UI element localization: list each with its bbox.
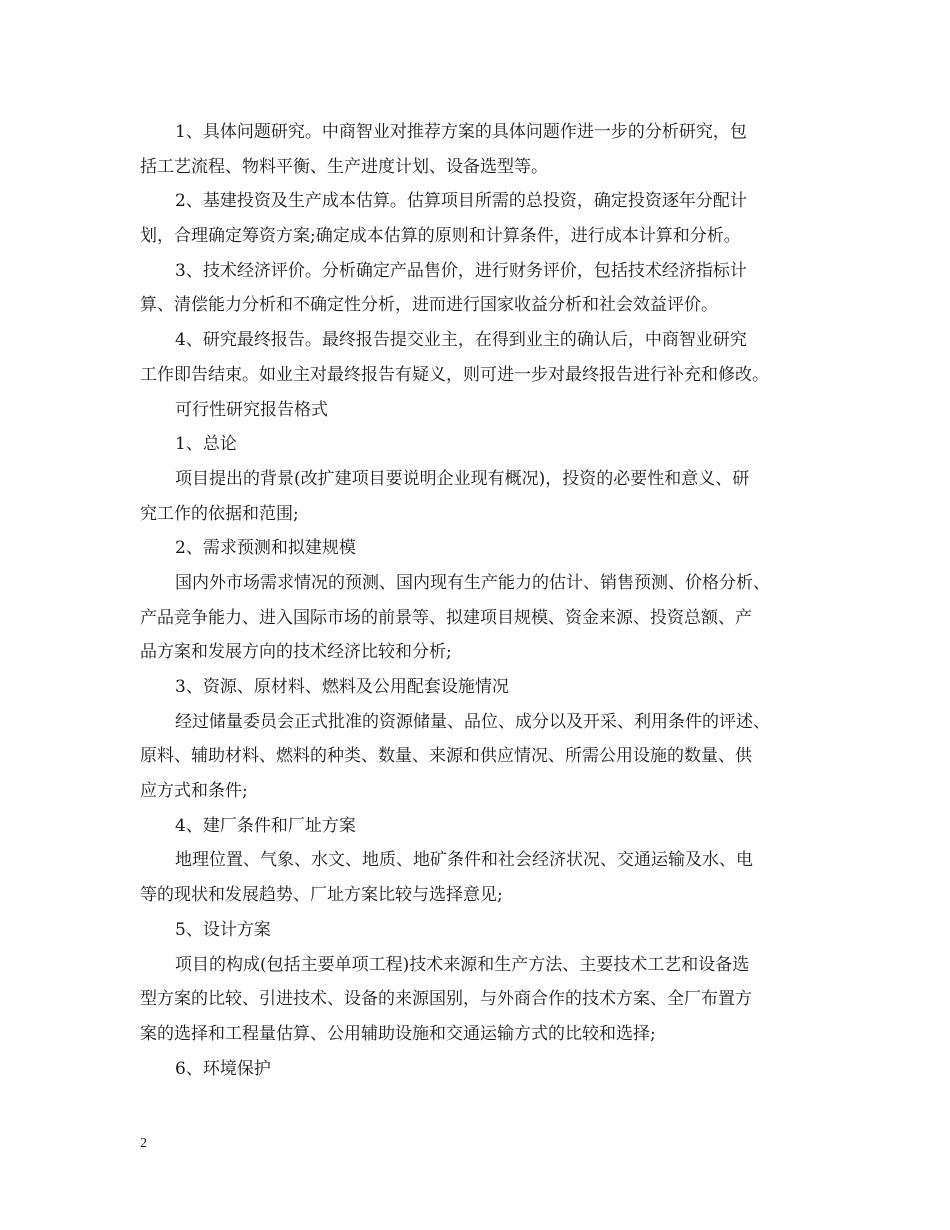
text-line: 原料、辅助材料、燃料的种类、数量、来源和供应情况、所需公用设施的数量、供 bbox=[140, 746, 752, 767]
text-line: 项目提出的背景(改扩建项目要说明企业现有概况)，投资的必要性和意义、研 bbox=[175, 468, 750, 489]
text-line: 3、技术经济评价。分析确定产品售价，进行财务评价，包括技术经济指标计 bbox=[175, 260, 747, 281]
text-line: 5、设计方案 bbox=[175, 919, 271, 940]
text-line: 地理位置、气象、水文、地质、地矿条件和社会经济状况、交通运输及水、电 bbox=[175, 850, 753, 871]
text-line: 划，合理确定筹资方案;确定成本估算的原则和计算条件，进行成本计算和分析。 bbox=[140, 226, 741, 247]
text-line: 品方案和发展方向的技术经济比较和分析; bbox=[140, 642, 452, 663]
text-line: 工作即告结束。如业主对最终报告有疑义，则可进一步对最终报告进行补充和修改。 bbox=[140, 364, 769, 385]
text-line: 2、需求预测和拟建规模 bbox=[175, 538, 356, 559]
text-line: 究工作的依据和范围; bbox=[140, 503, 299, 524]
text-line: 应方式和条件; bbox=[140, 781, 248, 802]
text-line: 算、清偿能力分析和不确定性分析，进而进行国家收益分析和社会效益评价。 bbox=[140, 295, 718, 316]
text-line: 4、建厂条件和厂址方案 bbox=[175, 815, 356, 836]
text-line: 产品竞争能力、进入国际市场的前景等、拟建项目规模、资金来源、投资总额、产 bbox=[140, 607, 752, 628]
text-line: 可行性研究报告格式 bbox=[175, 399, 328, 420]
text-line: 等的现状和发展趋势、厂址方案比较与选择意见; bbox=[140, 885, 503, 906]
text-line: 案的选择和工程量估算、公用辅助设施和交通运输方式的比较和选择; bbox=[140, 1023, 656, 1044]
text-line: 国内外市场需求情况的预测、国内现有生产能力的估计、销售预测、价格分析、 bbox=[175, 572, 770, 593]
page-number: 2 bbox=[140, 1136, 147, 1151]
text-line: 2、基建投资及生产成本估算。估算项目所需的总投资，确定投资逐年分配计 bbox=[175, 191, 747, 212]
text-line: 1、具体问题研究。中商智业对推荐方案的具体问题作进一步的分析研究，包 bbox=[175, 122, 747, 142]
document-body bbox=[140, 115, 825, 1086]
text-line: 项目的构成(包括主要单项工程)技术来源和生产方法、主要技术工艺和设备选 bbox=[175, 954, 750, 975]
text-line: 6、环境保护 bbox=[175, 1058, 271, 1079]
text-line: 型方案的比较、引进技术、设备的来源国别，与外商合作的技术方案、全厂布置方 bbox=[140, 989, 752, 1010]
text-line: 4、研究最终报告。最终报告提交业主，在得到业主的确认后，中商智业研究 bbox=[175, 330, 747, 351]
text-line: 1、总论 bbox=[175, 434, 237, 455]
text-line: 3、资源、原材料、燃料及公用配套设施情况 bbox=[175, 677, 509, 697]
text-line: 经过储量委员会正式批准的资源储量、品位、成分以及开采、利用条件的评述、 bbox=[175, 711, 770, 732]
text-line: 括工艺流程、物料平衡、生产进度计划、设备选型等。 bbox=[140, 156, 548, 177]
